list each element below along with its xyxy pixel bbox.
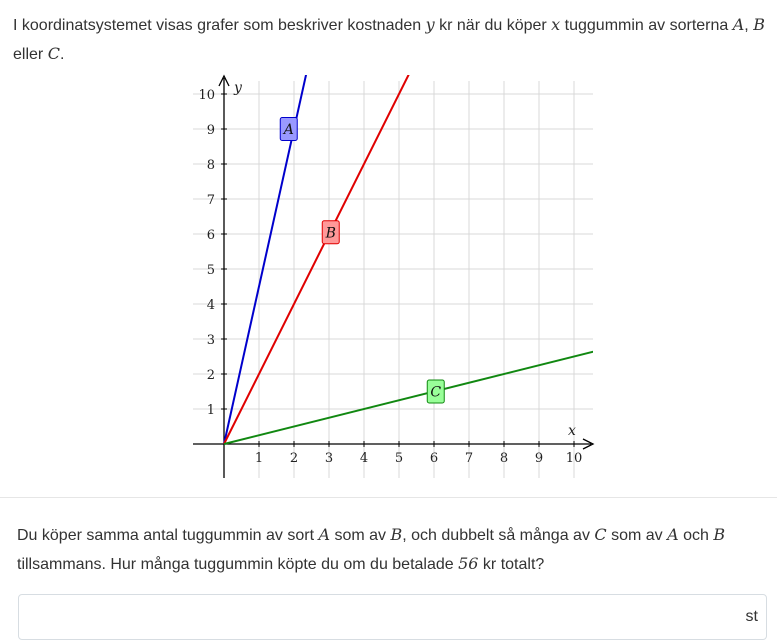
var-a: A bbox=[732, 15, 745, 34]
x-tick-label: 7 bbox=[464, 451, 474, 466]
x-tick-label: 8 bbox=[499, 451, 509, 466]
y-tick-label: 4 bbox=[206, 298, 215, 313]
answer-input[interactable] bbox=[27, 603, 731, 633]
series-label-a: A bbox=[283, 122, 294, 138]
y-axis-label: y bbox=[234, 80, 242, 96]
question-text-5: och bbox=[678, 527, 714, 544]
answer-field[interactable] bbox=[18, 594, 767, 640]
q-var-b-2: B bbox=[713, 525, 726, 544]
intro-text-1: I koordinatsystemet visas grafer som beskriver kostnaden bbox=[13, 17, 426, 34]
q-var-a-2: A bbox=[667, 525, 679, 544]
series-labels bbox=[280, 118, 444, 404]
y-tick-label: 5 bbox=[206, 263, 215, 278]
intro-comma: , bbox=[744, 17, 754, 34]
axes bbox=[193, 76, 593, 478]
section-divider bbox=[0, 497, 777, 498]
y-tick-label: 1 bbox=[206, 403, 215, 418]
question-text-6: tillsammans. Hur många tuggummin köpte du om du betalade bbox=[17, 556, 459, 573]
question-text-2: som av bbox=[330, 527, 391, 544]
x-tick-label: 2 bbox=[289, 451, 299, 466]
series-label-c: C bbox=[430, 384, 442, 401]
var-c: C bbox=[47, 44, 60, 63]
question-text bbox=[17, 521, 767, 579]
x-tick-label: 1 bbox=[254, 451, 264, 466]
intro-text-5: . bbox=[59, 46, 65, 63]
y-tick-label: 2 bbox=[206, 368, 215, 383]
intro-text-2: kr när du köper bbox=[434, 17, 552, 34]
x-tick-label: 10 bbox=[565, 451, 583, 466]
x-tick-label: 4 bbox=[359, 451, 369, 466]
grid bbox=[193, 81, 593, 478]
y-tick-label: 7 bbox=[206, 193, 215, 208]
x-axis-label: x bbox=[568, 423, 576, 439]
y-tick-label: 6 bbox=[206, 228, 215, 243]
q-amount: 56 bbox=[458, 554, 479, 573]
y-tick-label: 9 bbox=[206, 123, 215, 138]
question-text-3: , och dubbelt så många av bbox=[402, 527, 595, 544]
y-tick-label: 3 bbox=[206, 333, 215, 348]
var-y: y bbox=[425, 15, 435, 34]
question-text-4: som av bbox=[606, 527, 668, 544]
var-x: x bbox=[551, 15, 561, 34]
x-tick-label: 6 bbox=[429, 451, 439, 466]
question-text-7: kr totalt? bbox=[478, 556, 545, 573]
series-label-b: B bbox=[325, 225, 336, 242]
intro-text-3: tuggummin av sorterna bbox=[560, 17, 733, 34]
intro-text-4: eller bbox=[13, 46, 48, 63]
answer-unit: st bbox=[745, 608, 758, 625]
x-tick-label: 3 bbox=[324, 451, 334, 466]
var-b: B bbox=[753, 15, 765, 34]
question-text-1: Du köper samma antal tuggummin av sort bbox=[17, 527, 319, 544]
y-tick-label: 10 bbox=[198, 88, 215, 103]
y-tick-label: 8 bbox=[206, 158, 215, 173]
q-var-b: B bbox=[390, 525, 403, 544]
q-var-a: A bbox=[318, 525, 331, 544]
x-tick-label: 9 bbox=[534, 451, 544, 466]
x-tick-label: 5 bbox=[394, 451, 404, 466]
q-var-c: C bbox=[594, 525, 607, 544]
